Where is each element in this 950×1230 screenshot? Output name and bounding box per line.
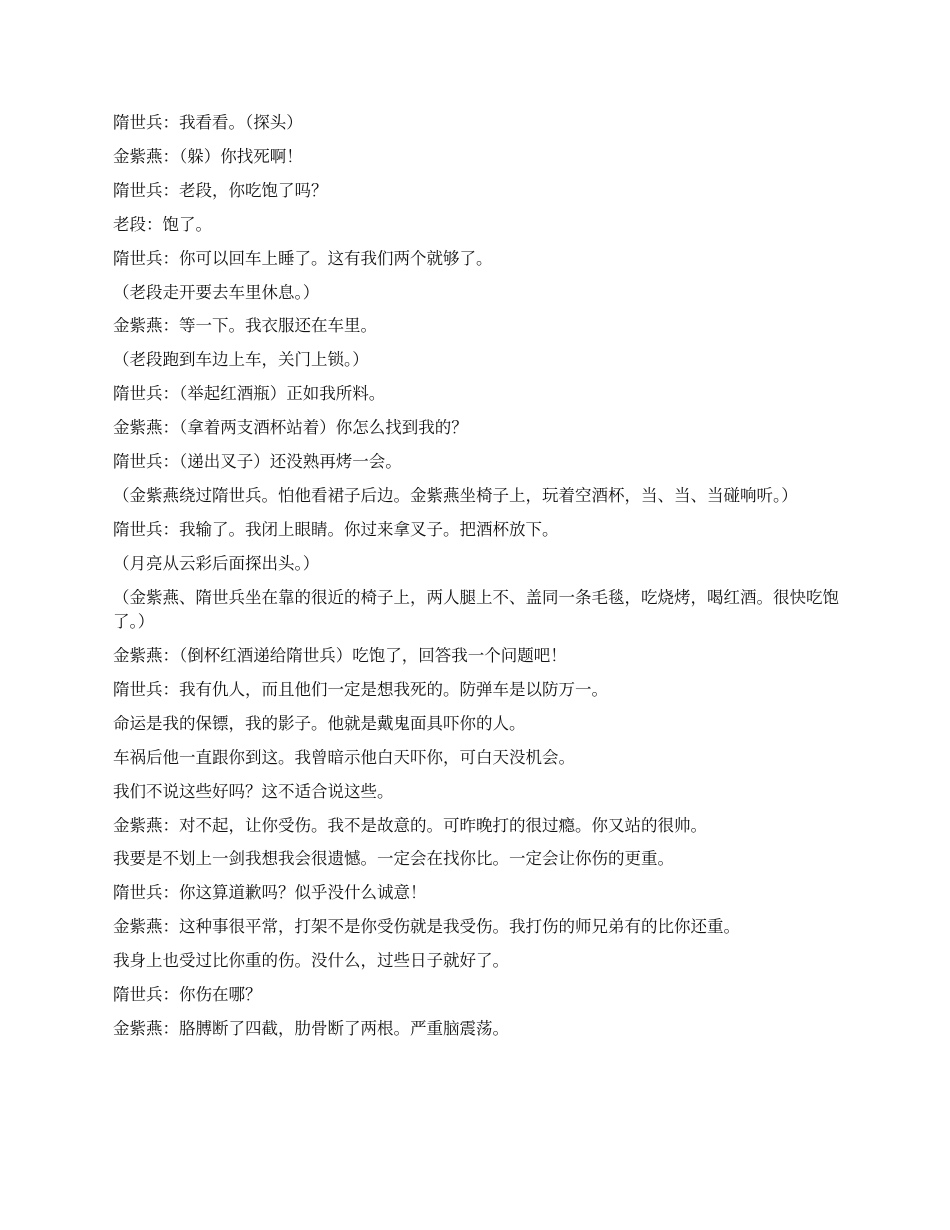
dialogue-line: 隋世兵：你伤在哪？ — [113, 985, 262, 1005]
dialogue-line: 隋世兵：我输了。我闭上眼睛。你过来拿叉子。把酒杯放下。 — [113, 519, 559, 539]
stage-direction: （金紫燕、隋世兵坐在靠的很近的椅子上，两人腿上不、盖同一条毛毯，吃烧烤，喝红酒。很快吃饱了。） — [113, 587, 839, 632]
dialogue-continuation: 我身上也受过比你重的伤。没什么，过些日子就好了。 — [113, 951, 509, 971]
dialogue-continuation: 我们不说这些好吗？这不适合说这些。 — [113, 781, 394, 801]
dialogue-line: 金紫燕：（倒杯红酒递给隋世兵）吃饱了，回答我一个问题吧！ — [113, 646, 567, 665]
dialogue-line: 隋世兵：你可以回车上睡了。这有我们两个就够了。 — [113, 248, 493, 268]
dialogue-continuation: 车祸后他一直跟你到这。我曾暗示他白天吓你，可白天没机会。 — [113, 747, 575, 767]
dialogue-line: 隋世兵：我有仇人，而且他们一定是想我死的。防弹车是以防万一。 — [113, 679, 608, 699]
stage-direction: （老段跑到车边上车，关门上锁。） — [113, 350, 369, 370]
dialogue-continuation: 命运是我的保镖，我的影子。他就是戴鬼面具吓你的人。 — [113, 713, 526, 733]
dialogue-line: 金紫燕：（躲）你找死啊！ — [113, 146, 303, 166]
stage-direction: （月亮从云彩后面探出头。） — [113, 553, 320, 573]
dialogue-line: 隋世兵：你这算道歉吗？似乎没什么诚意！ — [113, 883, 427, 903]
dialogue-line: 金紫燕：这种事很平常，打架不是你受伤就是我受伤。我打伤的师兄弟有的比你还重。 — [113, 917, 740, 937]
dialogue-line: 隋世兵：（举起红酒瓶）正如我所料。 — [113, 384, 386, 404]
dialogue-line: 金紫燕：对不起，让你受伤。我不是故意的。可昨晚打的很过瘾。你又站的很帅。 — [113, 815, 707, 835]
dialogue-line: 老段：饱了。 — [113, 214, 212, 234]
dialogue-continuation: 我要是不划上一剑我想我会很遗憾。一定会在找你比。一定会让你伤的更重。 — [113, 849, 674, 869]
stage-direction: （金紫燕绕过隋世兵。怕他看裙子后边。金紫燕坐椅子上，玩着空酒杯，当、当、当碰响听。） — [113, 485, 798, 505]
stage-direction: （老段走开要去车里休息。） — [113, 282, 320, 302]
dialogue-line: 金紫燕：胳膊断了四截，肋骨断了两根。严重脑震荡。 — [113, 1018, 509, 1038]
dialogue-line: 隋世兵：我看看。（探头） — [113, 113, 303, 132]
dialogue-line: 隋世兵：（递出叉子）还没熟再烤一会。 — [113, 452, 402, 472]
dialogue-line: 金紫燕：（拿着两支酒杯站着）你怎么找到我的？ — [113, 418, 468, 438]
script-body — [113, 111, 843, 1051]
dialogue-line: 金紫燕：等一下。我衣服还在车里。 — [113, 316, 377, 336]
dialogue-line: 隋世兵：老段，你吃饱了吗？ — [113, 180, 328, 200]
